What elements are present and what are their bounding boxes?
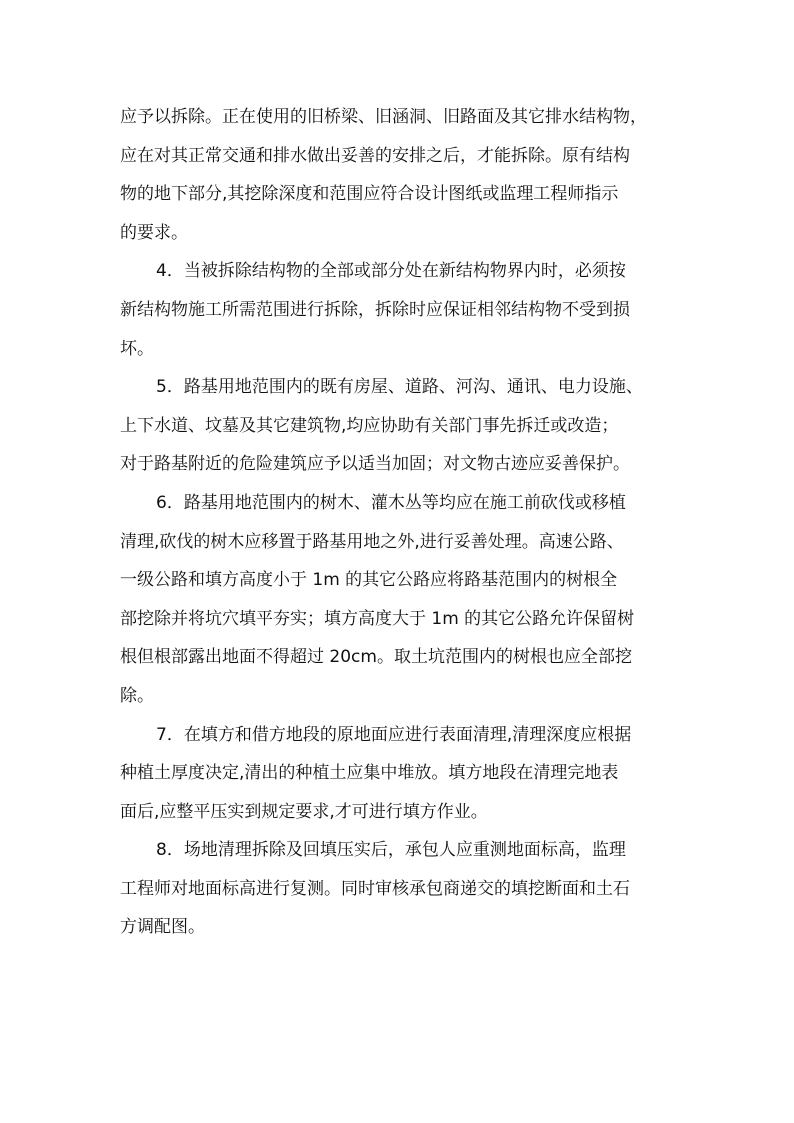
text-line: 对于路基附近的危险建筑应予以适当加固；对文物古迹应妥善保护。 bbox=[120, 454, 630, 475]
text-line: 根但根部露出地面不得超过 20cm。取土坑范围内的树根也应全部挖 bbox=[120, 647, 632, 668]
text-line: 的要求。 bbox=[120, 222, 188, 243]
text-line: 上下水道、坟墓及其它建筑物,均应协助有关部门事先拆迁或改造； bbox=[120, 415, 619, 436]
text-line: 坏。 bbox=[120, 338, 154, 359]
text-line: 一级公路和填方高度小于 1m 的其它公路应将路基范围内的树根全 bbox=[120, 570, 618, 591]
text-line: 种植土厚度决定,清出的种植土应集中堆放。填方地段在清理完地表 bbox=[120, 763, 619, 784]
text-line: 应予以拆除。正在使用的旧桥梁、旧涵洞、旧路面及其它排水结构物， bbox=[120, 107, 647, 127]
text-line: 物的地下部分,其挖除深度和范围应符合设计图纸或监理工程师指示 bbox=[120, 184, 619, 205]
item-4-first-line: 4．当被拆除结构物的全部或部分处在新结构物界内时，必须按 bbox=[156, 261, 626, 282]
item-8-first-line: 8．场地清理拆除及回填压实后，承包人应重测地面标高，监理 bbox=[156, 840, 626, 861]
text-line: 方调配图。 bbox=[120, 917, 205, 938]
text-line: 新结构物施工所需范围进行拆除，拆除时应保证相邻结构物不受到损 bbox=[120, 299, 630, 320]
text-line: 部挖除并将坑穴填平夯实；填方高度大于 1m 的其它公路允许保留树 bbox=[120, 608, 635, 629]
item-7-first-line: 7．在填方和借方地段的原地面应进行表面清理,清理深度应根据 bbox=[156, 724, 632, 745]
item-6-first-line: 6．路基用地范围内的树木、灌木丛等均应在施工前砍伐或移植 bbox=[156, 492, 626, 513]
text-line: 除。 bbox=[120, 685, 154, 706]
text-line: 应在对其正常交通和排水做出妥善的安排之后，才能拆除。原有结构 bbox=[120, 145, 630, 166]
text-line: 工程师对地面标高进行复测。同时审核承包商递交的填挖断面和土石 bbox=[120, 878, 630, 899]
document-body bbox=[120, 98, 690, 947]
text-line: 清理,砍伐的树木应移置于路基用地之外,进行妥善处理。高速公路、 bbox=[120, 531, 624, 552]
text-line: 面后,应整平压实到规定要求,才可进行填方作业。 bbox=[120, 801, 488, 822]
item-5-first-line: 5．路基用地范围内的既有房屋、道路、河沟、通讯、电力设施、 bbox=[156, 377, 643, 398]
